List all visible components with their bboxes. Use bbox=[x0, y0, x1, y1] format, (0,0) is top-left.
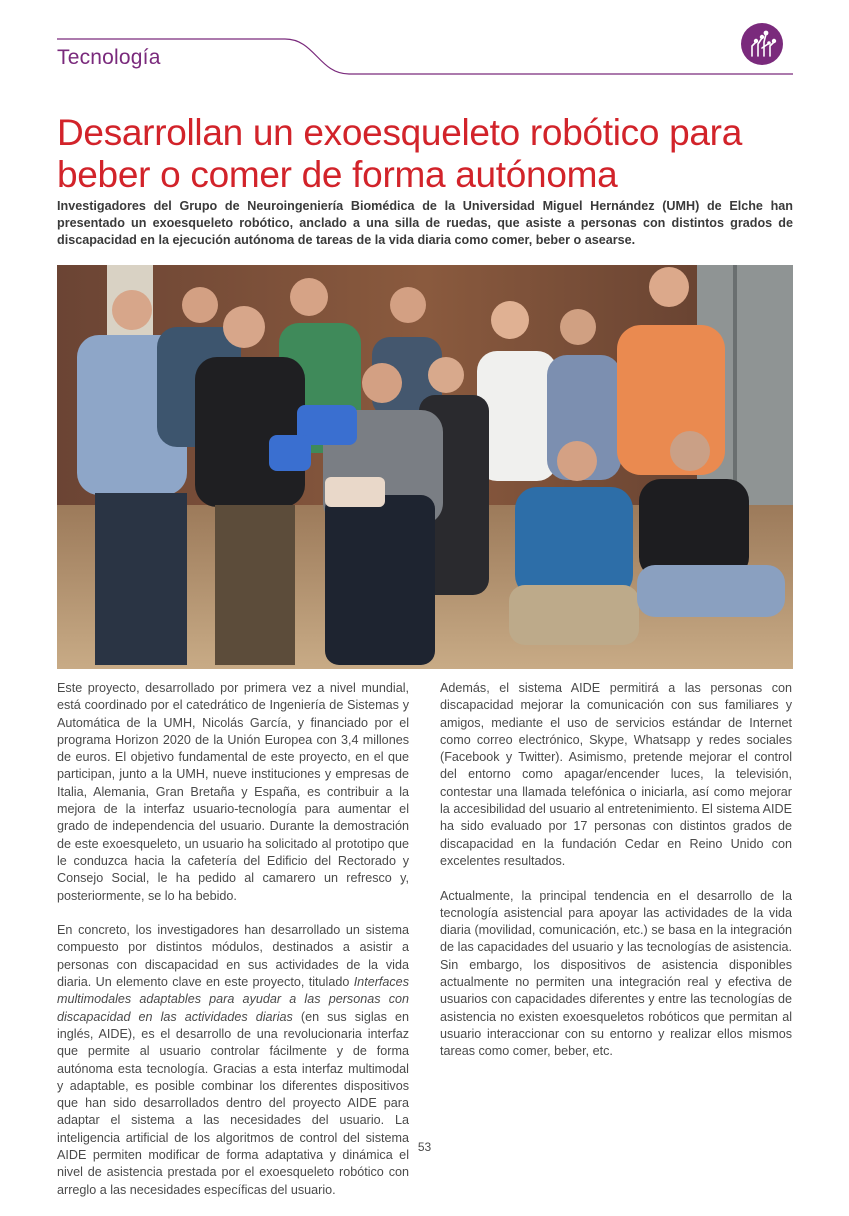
team-photo bbox=[57, 265, 793, 669]
paragraph: Actualmente, la principal tendencia en el desarrollo de la tecnología asistencial para apoyar las actividades de la vida diaria (movilidad, comunicación, etc.) se basa en la integración de las capacidades del usuario y las tecnologías de asistencia. Sin embargo, los dispositivos de asistencia disponibles actualmente no permiten una integración real y efectiva de usuarios con capacidades diferentes y entre las tecnologías de asistencia no existen exoesqueletos robóticos que permitan al usuario interaccionar con su entorno y realizar ellos mismos tareas como comer, beber, etc. bbox=[440, 888, 792, 1059]
page-number: 53 bbox=[417, 1140, 432, 1154]
article-body-left-column bbox=[57, 680, 409, 1216]
paragraph-text: En concreto, los investigadores han desarrollado un sistema compuesto por distintos módulos, destinados a asistir a personas con discapacidad en sus actividades de la vida diaria. Un elemento clave en este proyecto, titulado bbox=[57, 923, 409, 990]
header-divider bbox=[57, 38, 793, 78]
article-lead: Investigadores del Grupo de Neuroingeniería Biomédica de la Universidad Miguel Hernández (UMH) de Elche han presentado un exoesqueleto robótico, anclado a una silla de ruedas, que asiste a personas con distintos grados de discapacidad en la ejecución autónoma de tareas de la vida diaria como comer, beber o asearse. bbox=[57, 199, 793, 247]
paragraph: Además, el sistema AIDE permitirá a las personas con discapacidad mejorar la comunicación con sus familiares y amigos, mediante el uso de servicios estándar de Internet como correo electrónico, Skype, Whatsapp y redes sociales (Facebook y Twitter). Asimismo, pretende mejorar el control del entorno como apagar/encender luces, la televisión, contestar una llamada telefónica o iniciarla, así como mejorar la accesibilidad del usuario al entretenimiento. El sistema AIDE ha sido evaluado por 17 personas con distintos grados de discapacidad en la fundación Cedar en Reino Unido con excelentes resultados. bbox=[440, 681, 792, 868]
circuit-brain-icon bbox=[740, 22, 784, 66]
article-body-right-column bbox=[440, 680, 792, 1078]
article-headline: Desarrollan un exoesqueleto robótico para beber o comer de forma autónoma bbox=[57, 112, 742, 195]
project-title: Interfaces multimodales adaptables para ayudar a las personas con discapacidad en las actividades diarias bbox=[57, 975, 409, 1024]
section-title: Tecnología bbox=[57, 46, 161, 69]
section-header bbox=[57, 38, 793, 78]
paragraph bbox=[57, 922, 409, 1199]
paragraph-text: (en sus siglas en inglés, AIDE), es el desarrollo de una revolucionaria interfaz que permite al usuario controlar fácilmente y de forma autónoma esta tecnología. Gracias a esta interfaz multimodal y adaptable, es posible combinar los diferentes dispositivos que han sido desarrollados dentro del proyecto AIDE para adaptar el sistema a las necesidades del usuario. La inteligencia artificial de los algoritmos de control del sistema AIDE permiten modificar de forma adaptativa y dinámica el nivel de asistencia prestada por el exoesqueleto robótico con arreglo a las necesidades específicas del usuario. bbox=[57, 1009, 409, 1197]
paragraph: Este proyecto, desarrollado por primera vez a nivel mundial, está coordinado por el catedrático de Ingeniería de Sistemas y Automática de la UMH, Nicolás García, y financiado por el programa Horizon 2020 de la Unión Europea con 3,4 millones de euros. El objetivo fundamental de este proyecto, en el que participan, junto a la UMH, nueve instituciones y empresas de Italia, Alemania, Gran Bretaña y España, es contribuir a la mejora de la interfaz usuario-tecnología para aumentar el grado de independencia del usuario. Durante la demostración de este exoesqueleto, un usuario ha solicitado al prototipo que le conduzca hacia la cafetería del Edificio del Rectorado y Consejo Social, le ha pedido al camarero un refresco y, posteriormente, se lo ha bebido. bbox=[57, 681, 409, 903]
